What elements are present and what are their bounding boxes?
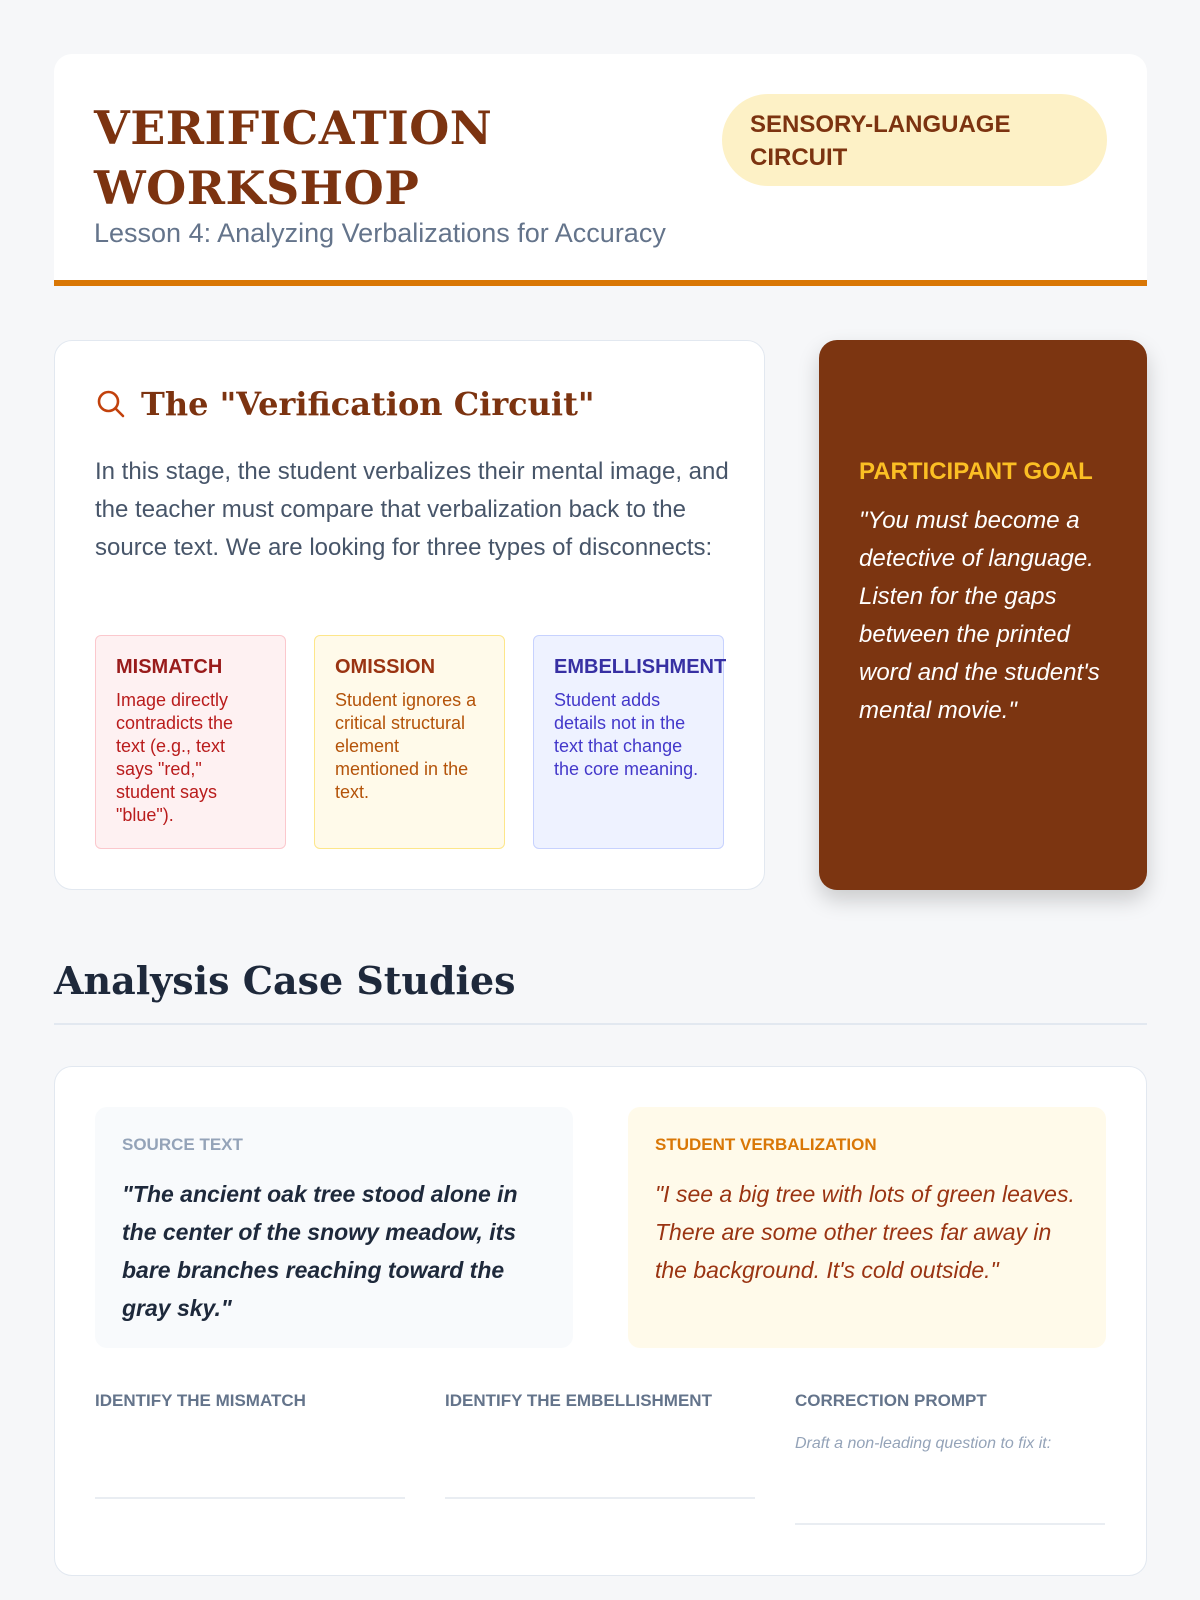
correction-field-hint: Draft a non-leading question to fix it: [795, 1435, 1052, 1452]
embellishment-answer-line[interactable] [445, 1497, 755, 1499]
omission-card [314, 635, 505, 849]
mismatch-text: Image directly contradicts the text (e.g., text says "red," student says "blue"). [116, 690, 234, 825]
case-study-card [54, 1066, 1147, 1576]
embellishment-card [533, 635, 727, 849]
student-label: STUDENT VERBALIZATION [655, 1135, 877, 1154]
correction-field-label: CORRECTION PROMPT [795, 1391, 987, 1410]
source-text-panel [95, 1107, 573, 1348]
student-text: "I see a big tree with lots of green leaves. There are some other trees far away in the background. It's cold outside." [655, 1181, 1075, 1283]
correction-answer-line[interactable] [795, 1523, 1105, 1525]
section-title: Analysis Case Studies [54, 958, 516, 1003]
embellishment-field-label: IDENTIFY THE EMBELLISHMENT [445, 1391, 712, 1410]
mismatch-card [95, 635, 286, 849]
circuit-heading [95, 385, 595, 423]
verification-circuit-card [54, 340, 765, 890]
embellishment-answer-field[interactable] [445, 1391, 755, 1411]
omission-title: OMISSION [335, 656, 436, 678]
embellishment-text: Student adds details not in the text that change the core meaning. [554, 690, 699, 779]
correction-prompt-field[interactable] [795, 1391, 1105, 1453]
student-verbalization-panel [628, 1107, 1106, 1348]
mismatch-answer-field[interactable] [95, 1391, 405, 1411]
section-divider [54, 1023, 1147, 1025]
goal-label: PARTICIPANT GOAL [859, 458, 1093, 485]
source-label: SOURCE TEXT [122, 1135, 243, 1154]
participant-goal-card [819, 340, 1147, 890]
mismatch-title: MISMATCH [116, 656, 223, 678]
page-title: VERIFICATION WORKSHOP [94, 101, 493, 215]
goal-quote: "You must become a detective of language. Listen for the gaps between the printed word and the student's mental movie." [859, 507, 1100, 724]
source-text: "The ancient oak tree stood alone in the center of the snowy meadow, its bare branches reaching toward the gray sky." [122, 1181, 518, 1321]
circuit-badge: SENSORY-LANGUAGE CIRCUIT [722, 94, 1107, 186]
omission-text: Student ignores a critical structural element mentioned in the text. [335, 690, 477, 802]
circuit-description: In this stage, the student verbalizes their mental image, and the teacher must compare that verbalization back to the source text. We are looking for three types of disconnects: [95, 458, 729, 561]
page-subtitle: Lesson 4: Analyzing Verbalizations for Accuracy [94, 218, 666, 248]
header [54, 54, 1147, 286]
embellishment-title: EMBELLISHMENT [554, 656, 727, 678]
search-icon [95, 388, 127, 420]
mismatch-answer-line[interactable] [95, 1497, 405, 1499]
mismatch-field-label: IDENTIFY THE MISMATCH [95, 1391, 306, 1410]
circuit-title: The "Verification Circuit" [141, 385, 595, 423]
